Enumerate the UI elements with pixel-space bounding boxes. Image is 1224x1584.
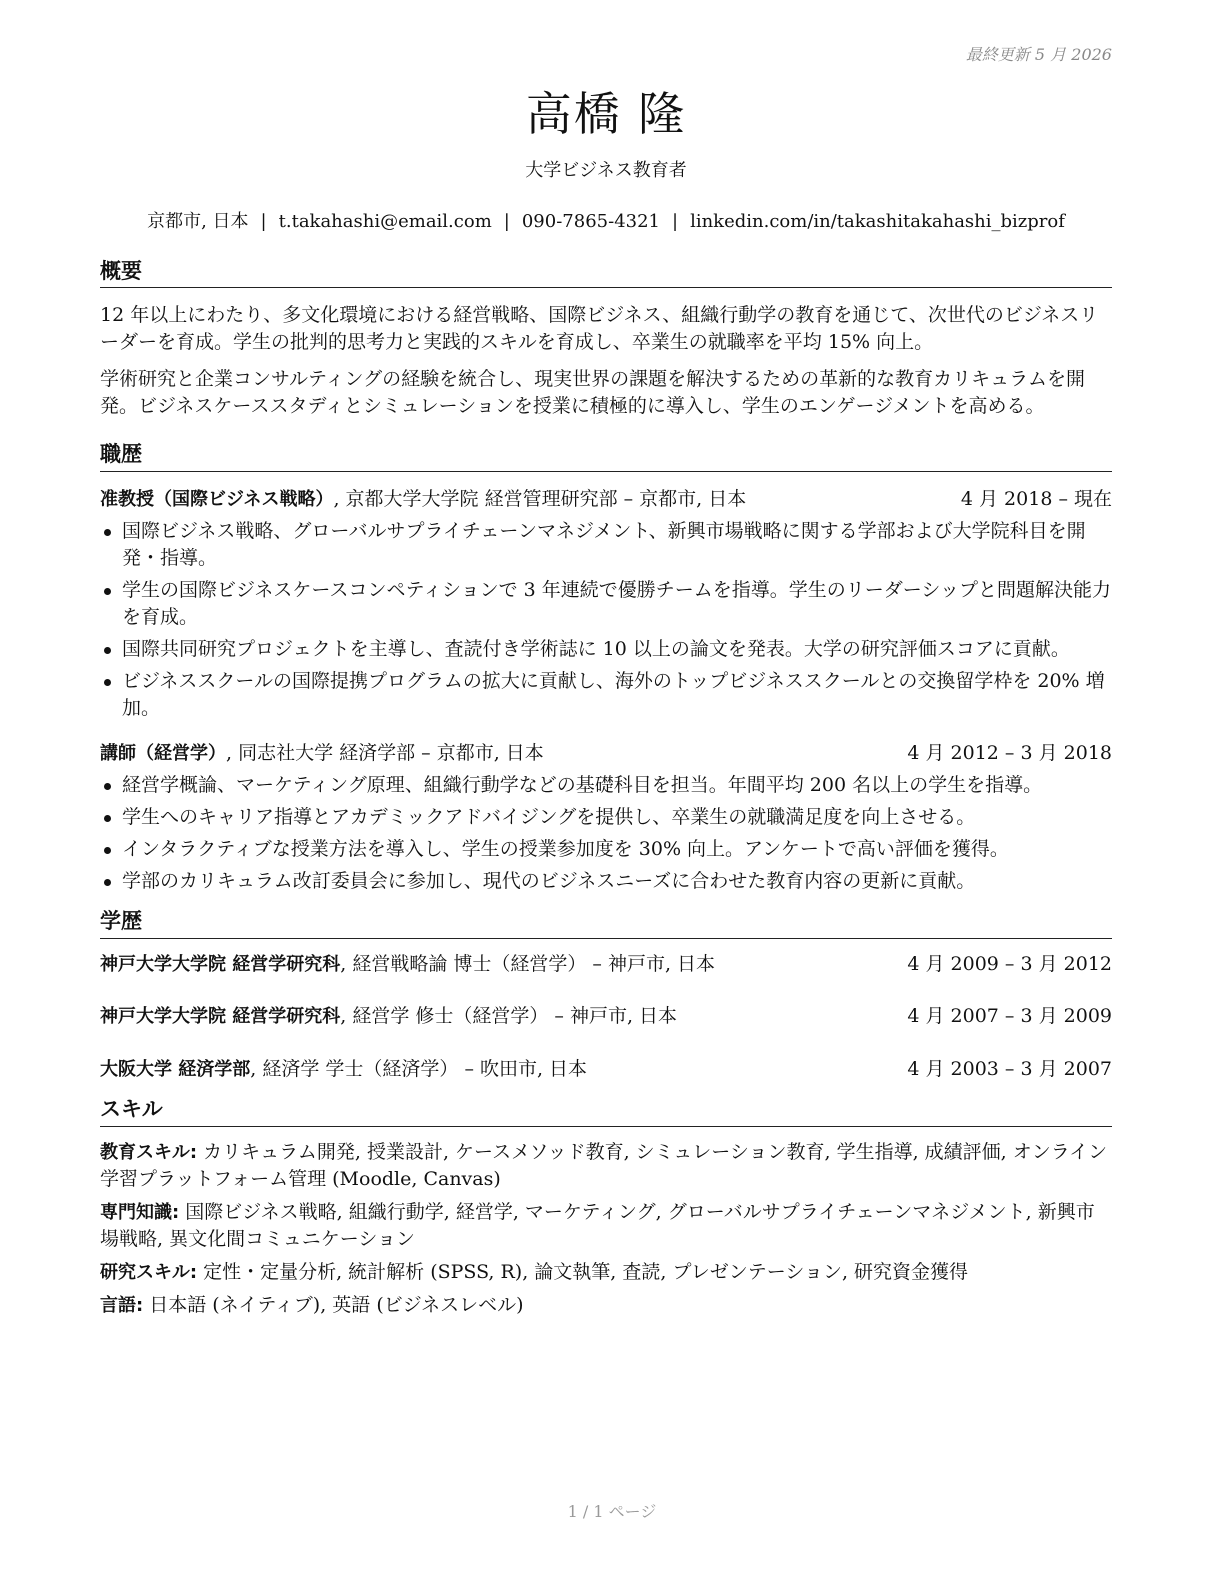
education-entry (100, 1003, 1112, 1030)
education-entry (100, 951, 1112, 978)
education-school: 神戸大学大学院 経営学研究科 (100, 1006, 341, 1028)
education-heading (100, 1003, 677, 1030)
job-title: 大学ビジネス教育者 (525, 159, 687, 181)
job-entry (100, 740, 1112, 895)
job-heading (100, 740, 544, 767)
job-org: , 京都大学大学院 経営管理研究部 – 京都市, 日本 (333, 488, 747, 511)
education-entry (100, 1056, 1112, 1083)
list-item: 国際共同研究プロジェクトを主導し、査読付き学術誌に 10 以上の論文を発表。大学の研究評価スコアに貢献。 (100, 636, 1112, 663)
skill-text: カリキュラム開発, 授業設計, ケースメソッド教育, シミュレーション教育, 学生指導, 成績評価, オンライン学習プラットフォーム管理 (Moodle, Canvas) (100, 1141, 1108, 1191)
skill-line (100, 1292, 1112, 1319)
section-title-skills: スキル (100, 1095, 1112, 1127)
person-name: 高橋 隆 (525, 87, 687, 141)
education-dates: 4 月 2007 – 3 月 2009 (907, 1005, 1112, 1028)
contact-linkedin[interactable]: linkedin.com/in/takashitakahashi_bizprof (690, 211, 1065, 233)
job-entry (100, 486, 1112, 722)
education-dates: 4 月 2003 – 3 月 2007 (907, 1058, 1112, 1081)
contact-separator: | (503, 211, 510, 233)
last-updated: 最終更新 5 月 2026 (965, 45, 1112, 64)
contact-separator: | (672, 211, 679, 233)
list-item: 経営学概論、マーケティング原理、組織行動学などの基礎科目を担当。年間平均 200 名以上の学生を指導。 (100, 772, 1112, 799)
education-detail: , 経済学 学士（経済学） – 吹田市, 日本 (250, 1058, 588, 1081)
job-role: 准教授（国際ビジネス戦略） (100, 489, 334, 511)
education-section (100, 907, 1112, 1084)
list-item: 学生の国際ビジネスケースコンペティションで 3 年連続で優勝チームを指導。学生のリーダーシップと問題解決能力を育成。 (100, 577, 1112, 631)
job-header (100, 740, 1112, 767)
page-number: 1 / 1 ページ (567, 1502, 657, 1521)
education-detail: , 経営学 修士（経営学） – 神戸市, 日本 (340, 1005, 678, 1028)
job-bullets (100, 772, 1112, 895)
skill-line (100, 1259, 1112, 1286)
list-item: 国際ビジネス戦略、グローバルサプライチェーンマネジメント、新興市場戦略に関する学部および大学院科目を開発・指導。 (100, 518, 1112, 572)
contact-location: 京都市, 日本 (147, 211, 249, 233)
education-dates: 4 月 2009 – 3 月 2012 (907, 952, 1112, 975)
list-item: インタラクティブな授業方法を導入し、学生の授業参加度を 30% 向上。アンケートで高い評価を獲得。 (100, 836, 1112, 863)
job-header (100, 486, 1112, 513)
skills-section (100, 1095, 1112, 1319)
contact-line (100, 209, 1112, 235)
skill-label: 専門知識: (100, 1202, 180, 1224)
skill-text: 日本語 (ネイティブ), 英語 (ビジネスレベル) (143, 1294, 524, 1317)
skill-label: 研究スキル: (100, 1262, 198, 1284)
job-org: , 同志社大学 経済学部 – 京都市, 日本 (226, 741, 544, 764)
skill-text: 定性・定量分析, 統計解析 (SPSS, R), 論文執筆, 査読, プレゼンテーション, 研究資金獲得 (197, 1261, 969, 1284)
contact-email[interactable]: t.takahashi@email.com (278, 211, 492, 233)
education-detail: , 経営戦略論 博士（経営学） – 神戸市, 日本 (340, 952, 716, 975)
education-school: 大阪大学 経済学部 (100, 1059, 251, 1081)
education-school: 神戸大学大学院 経営学研究科 (100, 953, 341, 975)
education-heading (100, 1056, 587, 1083)
job-dates: 4 月 2018 – 現在 (960, 488, 1112, 511)
contact-separator: | (260, 211, 267, 233)
skill-text: 国際ビジネス戦略, 組織行動学, 経営学, マーケティング, グローバルサプライチェーンマネジメント, 新興市場戦略, 異文化間コミュニケーション (100, 1201, 1095, 1251)
list-item: ビジネススクールの国際提携プログラムの拡大に貢献し、海外のトップビジネススクールとの交換留学枠を 20% 増加。 (100, 668, 1112, 722)
job-dates: 4 月 2012 – 3 月 2018 (907, 741, 1112, 764)
resume-page (100, 0, 1112, 1319)
skill-line (100, 1139, 1112, 1193)
summary-paragraph: 12 年以上にわたり、多文化環境における経営戦略、国際ビジネス、組織行動学の教育を通じて、次世代のビジネスリーダーを育成。学生の批判的思考力と実践的スキルを育成し、卒業生の就職率を平均 15% 向上。 (100, 304, 1099, 354)
summary-section (100, 257, 1112, 421)
section-title-education: 学歴 (100, 907, 1112, 939)
skill-label: 教育スキル: (100, 1142, 198, 1164)
section-title-experience: 職歴 (100, 440, 1112, 472)
section-title-summary: 概要 (100, 257, 1112, 289)
job-bullets (100, 518, 1112, 722)
skill-line (100, 1199, 1112, 1253)
skill-label: 言語: (100, 1295, 144, 1317)
summary-paragraph: 学術研究と企業コンサルティングの経験を統合し、現実世界の課題を解決するための革新的な教育カリキュラムを開発。ビジネスケーススタディとシミュレーションを授業に積極的に導入し、学生のエンゲージメントを高める。 (100, 368, 1085, 418)
education-heading (100, 951, 715, 978)
contact-phone[interactable]: 090-7865-4321 (521, 211, 660, 233)
experience-section (100, 440, 1112, 894)
list-item: 学生へのキャリア指導とアカデミックアドバイジングを提供し、卒業生の就職満足度を向上させる。 (100, 804, 1112, 831)
job-heading (100, 486, 746, 513)
job-role: 講師（経営学） (100, 742, 226, 764)
list-item: 学部のカリキュラム改訂委員会に参加し、現代のビジネスニーズに合わせた教育内容の更新に貢献。 (100, 868, 1112, 895)
